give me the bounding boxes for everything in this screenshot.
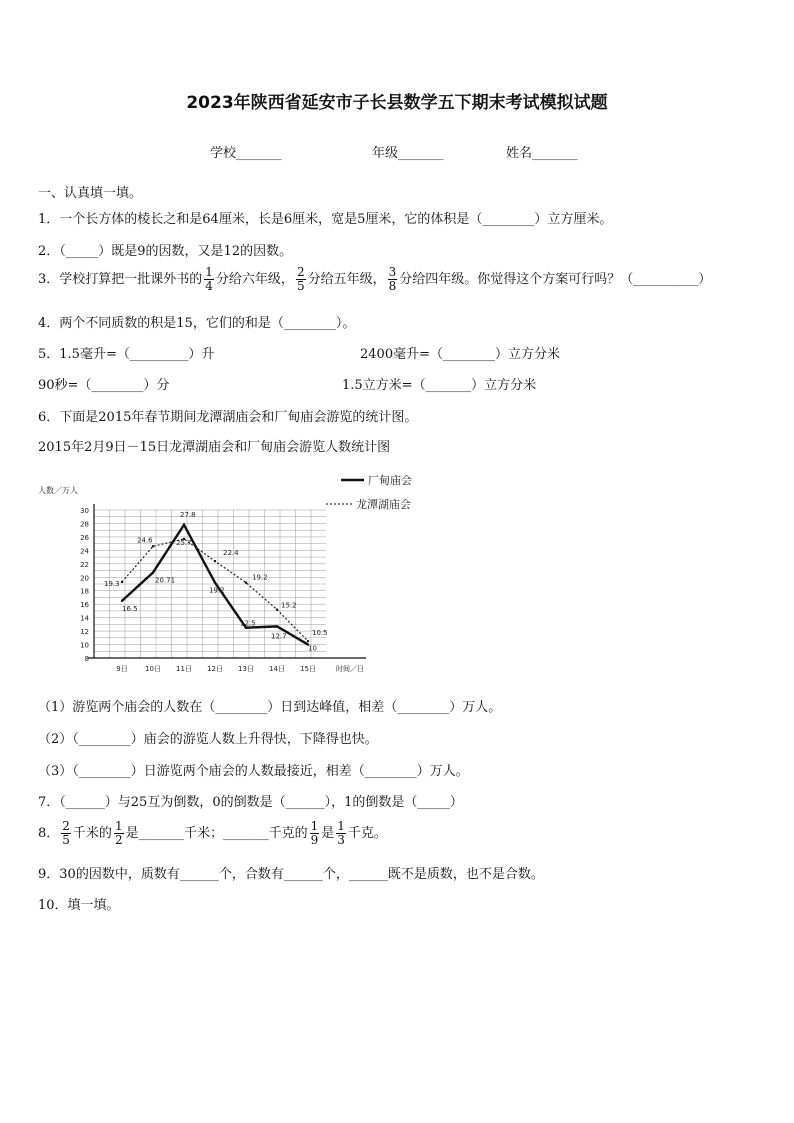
- data-point: [121, 600, 123, 602]
- data-label: 15.2: [281, 601, 297, 610]
- question-1: 1．一个长方体的棱长之和是64厘米，长是6厘米，宽是5厘米，它的体积是（________）立方厘米。: [38, 212, 613, 227]
- question-5d: 1.5立方米=（_______）立方分米: [342, 378, 537, 393]
- question-3: [38, 266, 711, 293]
- x-tick-label: 11日: [176, 665, 192, 673]
- fraction: $\frac{1}{2}$: [114, 819, 123, 847]
- x-tick-label: 13日: [238, 665, 254, 673]
- x-axis-label: 时间／日: [336, 665, 364, 673]
- legend-label: 龙潭湖庙会: [356, 498, 411, 511]
- data-label: 20.71: [155, 576, 176, 585]
- data-point: [152, 545, 154, 547]
- y-tick-label: 18: [80, 587, 89, 596]
- x-tick-label: 14日: [269, 665, 285, 673]
- data-label: 16.5: [122, 604, 138, 613]
- y-tick-label: 16: [80, 601, 89, 610]
- legend-label: 厂甸庙会: [368, 474, 412, 487]
- question-6-3: （3）（________）日游览两个庙会的人数最接近，相差（________）万人。: [38, 764, 469, 779]
- y-tick-label: 26: [80, 533, 89, 542]
- data-label: 19.3: [104, 579, 120, 588]
- fraction: $\frac{1}{9}$: [310, 819, 319, 847]
- data-point: [152, 571, 154, 573]
- data-label: 22.4: [223, 549, 239, 558]
- question-6-2: （2）（________）庙会的游览人数上升得快，下降得也快。: [38, 732, 378, 747]
- question-5c: 90秒=（________）分: [38, 378, 170, 393]
- question-7: 7．（______）与25互为倒数，0的倒数是（______），1的倒数是（_____）: [38, 795, 463, 810]
- x-tick-label: 10日: [145, 665, 161, 673]
- name-field[interactable]: 姓名_______: [506, 146, 578, 161]
- data-label: 10.5: [312, 629, 328, 638]
- fraction: $\frac{2}{5}$: [296, 265, 305, 293]
- q3-text-a: 3．学校打算把一批课外书的: [38, 272, 203, 287]
- data-label: 12.7: [271, 632, 287, 641]
- y-tick-label: 14: [80, 614, 89, 623]
- y-tick-label: 20: [80, 574, 89, 583]
- q3-text-b: 分给六年级，: [215, 272, 294, 287]
- data-label: 19.2: [252, 573, 268, 582]
- y-tick-label: 8: [84, 655, 89, 663]
- fraction: $\frac{3}{8}$: [388, 265, 397, 293]
- data-point: [214, 560, 216, 562]
- data-point: [245, 581, 247, 583]
- y-tick-label: 30: [80, 507, 89, 515]
- question-10: 10．填一填。: [38, 898, 120, 913]
- fraction: $\frac{2}{5}$: [62, 819, 70, 847]
- fraction: $\frac{1}{4}$: [205, 265, 213, 293]
- x-tick-label: 15日: [300, 665, 316, 673]
- line-chart: [36, 462, 426, 690]
- question-9: 9．30的因数中，质数有______个，合数有______个，______既不是质数，也不是合数。: [38, 867, 544, 882]
- school-field[interactable]: 学校_______: [210, 146, 282, 161]
- data-label: 27.8: [180, 510, 196, 519]
- data-point: [307, 640, 309, 642]
- q3-text-c: 分给五年级，: [307, 272, 386, 287]
- section-heading: 一、认真填一填。: [38, 186, 143, 201]
- q8-text-a: 8．: [38, 826, 60, 841]
- question-2: 2．（_____）既是9的因数，又是12的因数。: [38, 244, 293, 259]
- question-6: 6．下面是2015年春节期间龙潭湖庙会和厂甸庙会游览的统计图。: [38, 410, 418, 425]
- q8-text-b: 千米的: [72, 826, 112, 841]
- q8-text-c: 是_______千米；_______千克的: [125, 826, 308, 841]
- data-label: 24.6: [137, 536, 153, 545]
- q3-text-d: 分给四年级。你觉得这个方案可行吗？（__________）: [399, 272, 712, 287]
- y-tick-label: 28: [80, 520, 89, 529]
- question-4: 4．两个不同质数的积是15，它们的和是（________）。: [38, 316, 356, 331]
- data-point: [121, 581, 123, 583]
- chart-legend: [326, 473, 412, 511]
- data-label: 10: [308, 644, 317, 653]
- x-tick-label: 12日: [207, 665, 223, 673]
- page-title: 2023年陕西省延安市子长县数学五下期末考试模拟试题: [186, 93, 608, 113]
- data-label: 12.5: [240, 619, 256, 628]
- data-point: [214, 581, 216, 583]
- y-tick-label: 10: [80, 641, 89, 650]
- question-8: [38, 820, 387, 847]
- y-tick-label: 22: [80, 560, 89, 569]
- q8-text-d: 是: [321, 826, 335, 841]
- data-point: [276, 625, 278, 627]
- chart-title: 2015年2月9日－15日龙潭湖庙会和厂甸庙会游览人数统计图: [38, 440, 391, 455]
- question-6-1: （1）游览两个庙会的人数在（________）日到达峰值，相差（________）万人。: [38, 700, 502, 715]
- fraction: $\frac{1}{3}$: [337, 819, 345, 847]
- data-label: 19.2: [209, 586, 225, 595]
- q8-text-e: 千克。: [347, 826, 387, 841]
- y-tick-label: 24: [80, 547, 89, 556]
- question-5a: 5．1.5毫升=（_________）升: [38, 347, 215, 362]
- x-tick-label: 9日: [116, 665, 128, 673]
- question-5b: 2400毫升=（________）立方分米: [360, 347, 560, 362]
- data-point: [276, 608, 278, 610]
- data-label: 25.7: [176, 538, 192, 547]
- data-point: [183, 524, 185, 526]
- y-axis-label: 人数／万人: [38, 486, 78, 495]
- y-tick-label: 12: [80, 628, 89, 637]
- grade-field[interactable]: 年级_______: [372, 146, 444, 161]
